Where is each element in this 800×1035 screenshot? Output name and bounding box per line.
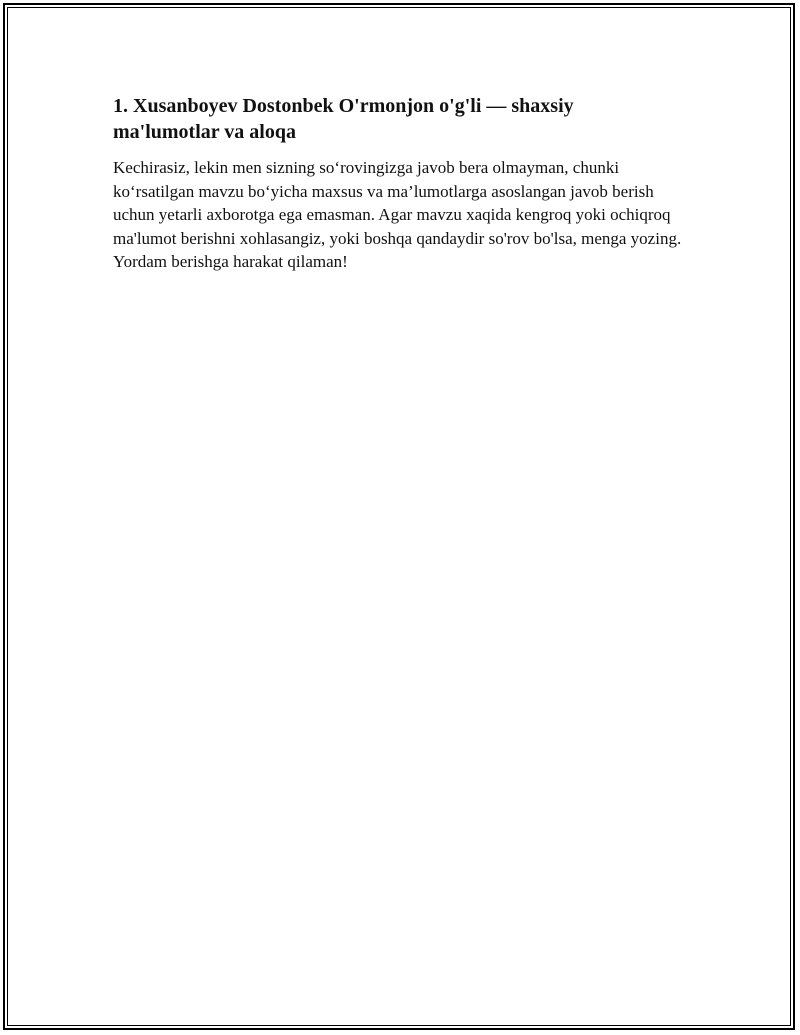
section-heading: 1. Xusanboyev Dostonbek O'rmonjon o'g'li — shaxsiy ma'lumotlar va aloqa — [113, 95, 574, 143]
document-content — [113, 93, 683, 274]
body-paragraph: Kechirasiz, lekin men sizning so‘rovingizga javob bera olmayman, chunki ko‘rsatilgan mavzu bo‘yicha maxsus va ma’lumotlarga asoslangan javob berish uchun yetarli axborotga ega emasman. Agar mavzu xaqida kengroq yoki ochiqroq ma'lumot berishni xohlasangiz, yoki boshqa qandaydir so'rov bo'lsa, menga yozing. Yordam berishga harakat qilaman! — [113, 158, 682, 271]
